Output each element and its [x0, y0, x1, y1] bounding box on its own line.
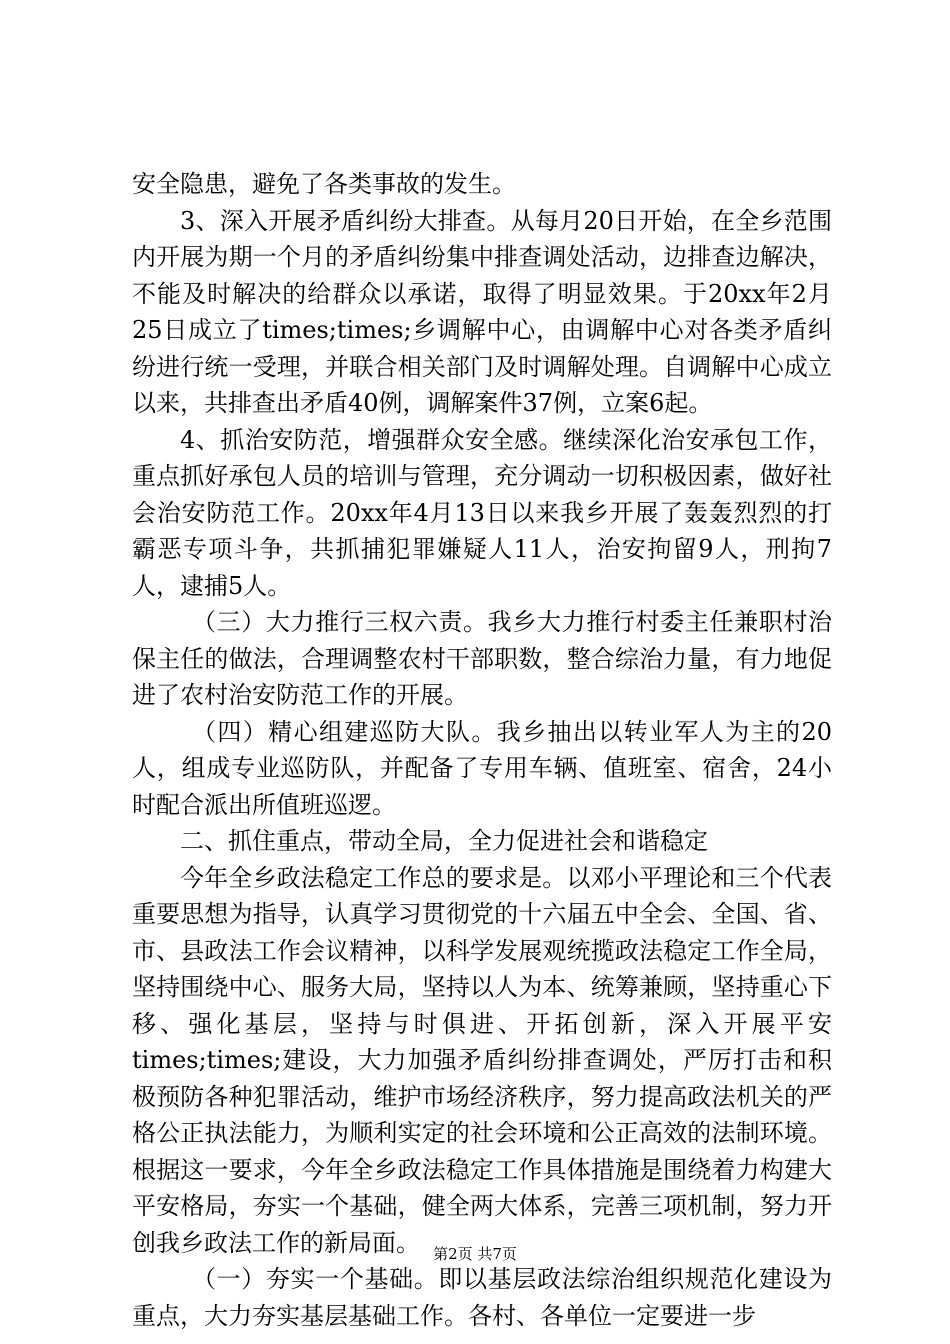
section-heading-2: 二、抓住重点，带动全局，全力促进社会和谐稳定	[180, 827, 708, 855]
paragraph-item-4: 4、抓治安防范，增强群众安全感。继续深化治安承包工作，重点抓好承包人员的培训与管理，充分调动一切积极因素，做好社会治安防范工作。20xx年4月13日以来我乡开展了轰轰烈烈的打霸恶专项斗争，共抓捕犯罪嫌疑人11人，治安拘留9人，刑拘7人，逮捕5人。	[132, 425, 832, 600]
paragraph-section-4: （四）精心组建巡防大队。我乡抽出以转业军人为主的20人，组成专业巡防队，并配备了专用车辆、值班室、宿舍，24小时配合派出所值班巡逻。	[132, 717, 832, 819]
paragraph-section-1: （一）夯实一个基础。即以基层政法综治组织规范化建设为重点，大力夯实基层基础工作。各村、各单位一定要进一步	[132, 1265, 832, 1330]
document-body	[132, 166, 832, 1334]
page-footer: 第2页 共7页	[433, 1245, 517, 1263]
paragraph-continuation: 安全隐患，避免了各类事故的发生。	[132, 170, 516, 198]
paragraph-section-3: （三）大力推行三权六责。我乡大力推行村委主任兼职村治保主任的做法，合理调整农村干部职数，整合综治力量，有力地促进了农村治安防范工作的开展。	[132, 608, 832, 709]
paragraph-item-3: 3、深入开展矛盾纠纷大排查。从每月20日开始，在全乡范围内开展为期一个月的矛盾纠纷集中排查调处活动，边排查边解决，不能及时解决的给群众以承诺，取得了明显效果。于20xx年2月25日成立了times;times;乡调解中心，由调解中心对各类矛盾纠纷进行统一受理，并联合相关部门及时调解处理。自调解中心成立以来，共排查出矛盾40例，调解案件37例，立案6起。	[132, 206, 832, 417]
paragraph-requirements: 今年全乡政法稳定工作总的要求是。以邓小平理论和三个代表重要思想为指导，认真学习贯彻党的十六届五中全会、全国、省、市、县政法工作会议精神，以科学发展观统揽政法稳定工作全局，坚持围绕中心、服务大局，坚持以人为本、统筹兼顾，坚持重心下移、强化基层，坚持与时俱进、开拓创新，深入开展平安times;times;建设，大力加强矛盾纠纷排查调处，严厉打击和积极预防各种犯罪活动，维护市场经济秩序，努力提高政法机关的严格公正执法能力，为顺利实定的社会环境和公正高效的法制环境。根据这一要求，今年全乡政法稳定工作具体措施是围绕着力构建大平安格局，夯实一个基础，健全两大体系，完善三项机制，努力开创我乡政法工作的新局面。	[132, 863, 832, 1257]
